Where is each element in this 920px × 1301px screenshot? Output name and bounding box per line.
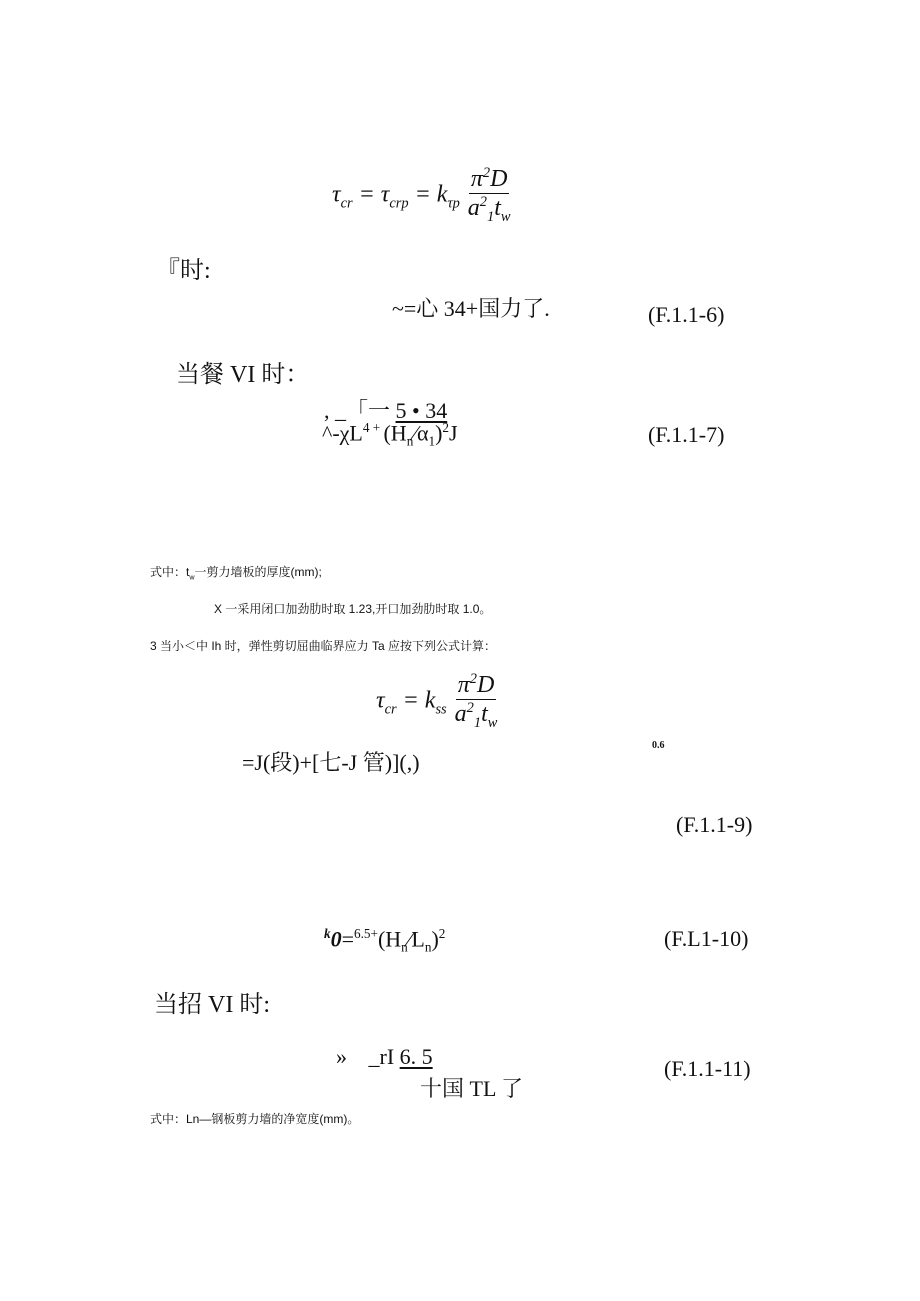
formula-line: 十国 TL 了: [420, 1076, 524, 1101]
formula-superscript: 4 +: [362, 420, 384, 435]
formula-superscript: 2: [442, 420, 450, 435]
formula-line: [322, 420, 458, 450]
formula-subscript: cr: [340, 195, 353, 212]
fraction-numerator: [469, 166, 510, 194]
formula-symbol: D: [490, 166, 508, 192]
equation-number: (F.1.1-11): [664, 1056, 751, 1081]
formula-fraction: [453, 672, 500, 732]
formula-line: ~=心 34+国力了.: [392, 296, 550, 321]
formula-subscript: ss: [435, 701, 447, 718]
formula-text: (H: [383, 420, 407, 446]
formula-superscript: 0.6: [652, 740, 665, 751]
formula-symbol: = k: [396, 687, 436, 714]
formula-superscript: 2: [482, 165, 491, 181]
formula-text: _rI: [368, 1044, 400, 1069]
formula-subscript: n: [406, 433, 414, 449]
formula-text: (H: [377, 926, 402, 952]
formula-text: ): [431, 926, 439, 952]
equation-number: (F.1.1-7): [648, 422, 725, 447]
formula-text: ^-χL: [322, 420, 363, 446]
text-line: 『时:: [156, 258, 211, 284]
formula-superscript: 6.5+: [354, 926, 378, 941]
formula-text: ⁄α: [413, 420, 429, 446]
formula-symbol: τ: [332, 181, 341, 208]
formula-subscript: w: [500, 209, 511, 226]
fraction-denominator: [466, 194, 513, 226]
text-line: 当餐 VI 时：: [176, 362, 310, 388]
formula-subscript: crp: [389, 195, 409, 212]
formula-superscript: 2: [469, 671, 477, 687]
formula-tau-crp: [332, 166, 512, 226]
note-line: 3 当小＜中 Ih 时，弹性剪切屈曲临界应力 Ta 应按下列公式计算：: [150, 639, 497, 653]
formula-text: 6. 5: [399, 1044, 433, 1069]
note-line: [150, 563, 322, 581]
equation-number: (F.1.1-6): [648, 302, 725, 327]
equation-number: (F.L1-10): [664, 926, 749, 951]
formula-symbol: t: [494, 195, 501, 222]
formula-subscript: τp: [447, 195, 460, 212]
formula-subscript: 1: [487, 209, 495, 226]
note-line: 式中：Ln—钢板剪力墙的净宽度(mm)。: [150, 1112, 360, 1126]
formula-subscript: cr: [384, 701, 397, 718]
formula-text: ): [435, 420, 443, 446]
formula-subscript: 1: [428, 433, 436, 449]
formula-superscript: 2: [438, 926, 446, 941]
formula-subscript: w: [487, 715, 498, 732]
fraction-denominator: [453, 700, 500, 732]
formula-symbol: a: [454, 701, 467, 728]
equation-number: (F.1.1-9): [676, 812, 753, 837]
formula-text: 0: [330, 926, 342, 952]
formula-superscript: 2: [466, 700, 474, 717]
formula-text: ⁄L: [407, 926, 425, 952]
formula-line: [336, 1044, 433, 1070]
formula-subscript: n: [401, 939, 408, 955]
formula-text: »: [336, 1044, 353, 1069]
formula-text: 5 • 34: [395, 398, 448, 423]
formula-symbol: t: [481, 701, 488, 728]
note-text: 式中：t: [150, 565, 190, 579]
fraction-numerator: [456, 672, 497, 700]
formula-superscript: k: [324, 926, 331, 941]
formula-text: =: [341, 926, 355, 952]
formula-text: J: [449, 420, 458, 446]
formula-tau-cr-kss: [376, 672, 499, 732]
formula-line: =J(段)+[七-J 管)](,): [242, 750, 420, 775]
formula-subscript: n: [424, 939, 432, 955]
formula-symbol: = k: [408, 181, 448, 208]
formula-text: , _「一: [324, 398, 396, 423]
formula-subscript: 1: [473, 715, 482, 732]
formula-symbol: τ: [376, 687, 385, 714]
formula-superscript: 2: [479, 194, 487, 211]
note-line: X 一采用闭口加劲肋时取 1.23,开口加劲肋时取 1.0。: [214, 602, 492, 616]
text-line: 当招 VI 时:: [154, 992, 270, 1018]
formula-symbol: = τ: [352, 181, 390, 208]
formula-symbol: π: [470, 166, 483, 192]
formula-symbol: π: [457, 672, 470, 698]
formula-line: [324, 926, 445, 956]
note-text: 一剪力墙板的厚度(mm);: [194, 565, 322, 579]
formula-fraction: [466, 166, 513, 226]
formula-symbol: a: [467, 195, 480, 222]
formula-symbol: D: [476, 672, 495, 698]
note-subscript: w: [189, 572, 195, 582]
